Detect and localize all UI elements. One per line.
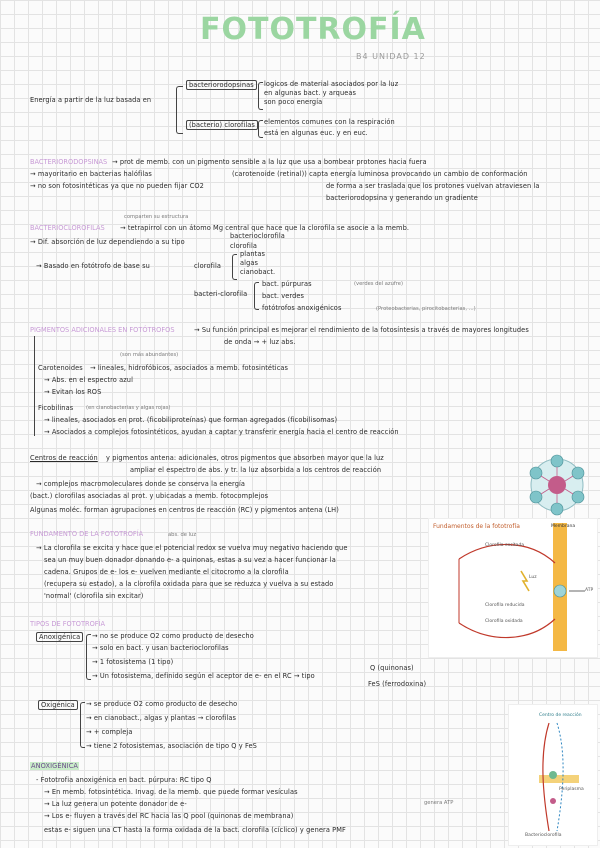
diagram-title: Fundamentos de la fototrofía xyxy=(433,523,520,530)
fundamento-line: → La clorofila se excita y hace que el potencial redox se vuelva muy negativo haciendo que xyxy=(36,544,348,552)
diagram2-label: Centro de reacción xyxy=(539,713,582,718)
bacterio-line2b: (carotenoide (retinal)) capta energía luminosa provocando un cambio de conformación xyxy=(232,170,528,178)
bacterio-header: BACTERIORODOPSINAS xyxy=(30,158,108,166)
anoxigenica-line: estas e- siguen una CT hasta la forma oxidada de la bact. clorofila (cíclico) y genera PMF xyxy=(44,826,346,834)
clorofilas-line1: → tetrapirrol con un átomo Mg central que hace que la clorofila se asocie a la memb. xyxy=(120,224,410,232)
reaction-text4: (bact.) clorofilas asociadas al prot. y ubicadas a memb. fotocomplejos xyxy=(30,492,269,500)
ox-item: → + compleja xyxy=(86,728,133,736)
fundamento-line: sea un muy buen donador donando e- a quinonas, estas a su vez a hacer funcionar la xyxy=(44,556,336,564)
diagram2-label: Periplasma xyxy=(559,787,584,792)
anox-item: → 1 fotosistema (1 tipo) xyxy=(92,658,174,666)
intro-branch2: (bacterio) clorofilas xyxy=(186,120,258,130)
clorofilas-type: clorofila xyxy=(230,242,258,250)
fico-b: → Asociados a complejos fotosintéticos, ayudan a captar y transferir energía hacia el centro de reacción xyxy=(44,428,399,436)
bacterio-line1: → prot de memb. con un pigmento sensible a la luz que usa a bombear protones hacia fuera xyxy=(112,158,427,166)
ox-label: Oxigénica xyxy=(38,700,78,710)
ox-brace xyxy=(80,702,85,748)
clorofilas-note: comparten su estructura xyxy=(124,214,189,220)
intro-branch2-item: está en algunas euc. y en euc. xyxy=(264,129,368,137)
fundamento-diagram xyxy=(428,518,598,658)
bacterio-line3: → no son fotosintéticas ya que no pueden fijar CO2 xyxy=(30,182,204,190)
reaction-head: Centros de reacción xyxy=(30,454,98,462)
clorofilas-header: BACTERIOCLOROFILAS xyxy=(30,224,105,232)
clorofila-item: cianobact. xyxy=(240,268,276,276)
fundamento-line: cadena. Grupos de e- los e- vuelven mediante el citocromo a la clorofila xyxy=(44,568,289,576)
bacterio-line3b: de forma a ser traslada que los protones vuelvan atraviesen la xyxy=(326,182,540,190)
reaction-text2: ampliar el espectro de abs. y tr. la luz absorbida a los centros de reacción xyxy=(130,466,382,474)
label-light: Luz xyxy=(529,575,537,580)
carot-note: (son más abundantes) xyxy=(120,352,179,358)
anoxigenica-line: → La luz genera un potente donador de e- xyxy=(44,800,187,808)
fico-label: Ficobilinas xyxy=(38,404,74,412)
intro-brace-1 xyxy=(258,82,263,110)
ox-item: → tiene 2 fotosistemas, asociación de tipo Q y FeS xyxy=(86,742,257,750)
reaction-text5: Algunas moléc. forman agrupaciones en centros de reacción (RC) y pigmentos antena (LH) xyxy=(30,506,339,514)
page-subtitle: B4 UNIDAD 12 xyxy=(356,52,426,61)
clorofilas-line3: → Basado en fotótrofo de base su xyxy=(36,262,150,270)
carot-label: Carotenoides xyxy=(38,364,83,372)
intro-branch1-item: logicos de material asociados por la luz xyxy=(264,80,399,88)
page-title: FOTOTROFÍA xyxy=(200,12,426,47)
diagram2-electron-path xyxy=(509,705,597,845)
intro-root: Energía a partir de la luz basada en xyxy=(30,96,152,104)
bacterio-line4b: bacteriorodopsina y generando un gradiente xyxy=(326,194,478,202)
intro-brace-2 xyxy=(258,120,263,138)
anox-item: → Un fotosistema, definido según el aceptor de e- en el RC → tipo xyxy=(92,672,315,680)
anox-q: FeS (ferrodoxina) xyxy=(368,680,427,688)
diagram2-label: Bacterioclorofila xyxy=(525,833,562,838)
carot-b: → Abs. en el espectro azul xyxy=(44,376,134,384)
antenna-complex-illustration xyxy=(522,452,592,518)
fundamento-line: 'normal' (clorofila sin excitar) xyxy=(44,592,144,600)
fico-note: (en cianobacterias y algas rojas) xyxy=(86,405,171,411)
anoxigenica-line: → Los e- fluyen a través del RC hacia las Q pool (quinonas de membrana) xyxy=(44,812,294,820)
clorofila-item: algas xyxy=(240,259,259,267)
anoxigenica-note: genera ATP xyxy=(424,800,454,806)
label-excited: Clorofila excitada xyxy=(485,543,525,548)
intro-branch1: bacteriorodopsinas xyxy=(186,80,257,90)
intro-brace xyxy=(176,86,183,134)
anox-item: → solo en bact. y usan bacterioclorofilas xyxy=(92,644,229,652)
bacteri-item: bact. verdes xyxy=(262,292,305,300)
bacterio-line2: → mayoritario en bacterias halófilas xyxy=(30,170,152,178)
anox-brace xyxy=(86,634,91,680)
bacteri-brace xyxy=(254,282,259,310)
anoxigenica-line: - Fototrofia anoxigénica en bact. púrpura: RC tipo Q xyxy=(36,776,212,784)
reaction-text1: y pigmentos antena: adicionales, otros pigmentos que absorben mayor que la luz xyxy=(106,454,384,462)
intro-branch1-item: en algunas bact. y arqueas xyxy=(264,89,357,97)
clorofilas-line2: → Dif. absorción de luz dependiendo a su tipo xyxy=(30,238,185,246)
electron-cycle-arrows xyxy=(429,519,597,657)
reaction-text3: → complejos macromoleculares donde se conserva la energía xyxy=(36,480,246,488)
label-oxidized: Clorofila oxidada xyxy=(485,619,523,624)
bacteri-note: (Proteobacterias, pirocitobacterias, ...) xyxy=(376,306,476,312)
ox-item: → en cianobact., algas y plantas → clorofilas xyxy=(86,714,237,722)
tipos-header: TIPOS DE FOTOTROFÍA xyxy=(30,620,106,628)
fico-a: → lineales, asociados en prot. (ficobiliproteínas) que forman agregados (ficobilisomas) xyxy=(44,416,338,424)
clorofilas-clorofila: clorofila xyxy=(194,262,222,270)
membrane-label: Membrana xyxy=(551,524,576,529)
anox-item: → no se produce O2 como producto de desecho xyxy=(92,632,254,640)
pigmentos-line1: → Su función principal es mejorar el rendimiento de la fotosíntesis a través de mayores longitudes xyxy=(194,326,529,334)
clorofilas-type: bacterioclorofila xyxy=(230,232,285,240)
label-reduced: Clorofila reducida xyxy=(485,603,525,608)
anox-q: Q (quinonas) xyxy=(370,664,414,672)
bacteri-note: (verdes del azufre) xyxy=(354,281,403,287)
ox-item: → se produce O2 como producto de desecho xyxy=(86,700,238,708)
label-atp: ATP xyxy=(585,588,594,593)
anox-label: Anoxigénica xyxy=(36,632,83,642)
anoxigenica-header: ANOXIGÉNICA xyxy=(31,762,79,770)
anoxigenica-diagram xyxy=(508,704,598,846)
intro-branch1-item: son poco energía xyxy=(264,98,323,106)
pigmentos-header: PIGMENTOS ADICIONALES EN FOTÓTROFOS xyxy=(30,326,175,334)
clorofila-brace xyxy=(232,254,237,280)
carot-c: → Evitan los ROS xyxy=(44,388,102,396)
clorofila-item: plantas xyxy=(240,250,265,258)
fundamento-note: abs. de luz xyxy=(168,532,197,538)
pigmentos-line1b: de onda → + luz abs. xyxy=(224,338,296,346)
anoxigenica-line: → En memb. fotosintética. Invag. de la memb. que puede formar vesículas xyxy=(44,788,298,796)
bacteri-item: fotótrofos anoxigénicos xyxy=(262,304,342,312)
clorofilas-bacteri: bacteri-clorofila xyxy=(194,290,248,298)
carot-a: → lineales, hidrofóbicos, asociados a memb. fotosintéticas xyxy=(90,364,289,372)
intro-branch2-item: elementos comunes con la respiración xyxy=(264,118,395,126)
bacteri-item: bact. púrpuras xyxy=(262,280,312,288)
fundamento-header: FUNDAMENTO DE LA FOTOTROFÍA xyxy=(30,530,144,538)
fundamento-line: (recupera su estado), a la clorofila oxidada para que se reduzca y vuelva a su estado xyxy=(44,580,334,588)
pigmentos-vline xyxy=(34,336,35,436)
